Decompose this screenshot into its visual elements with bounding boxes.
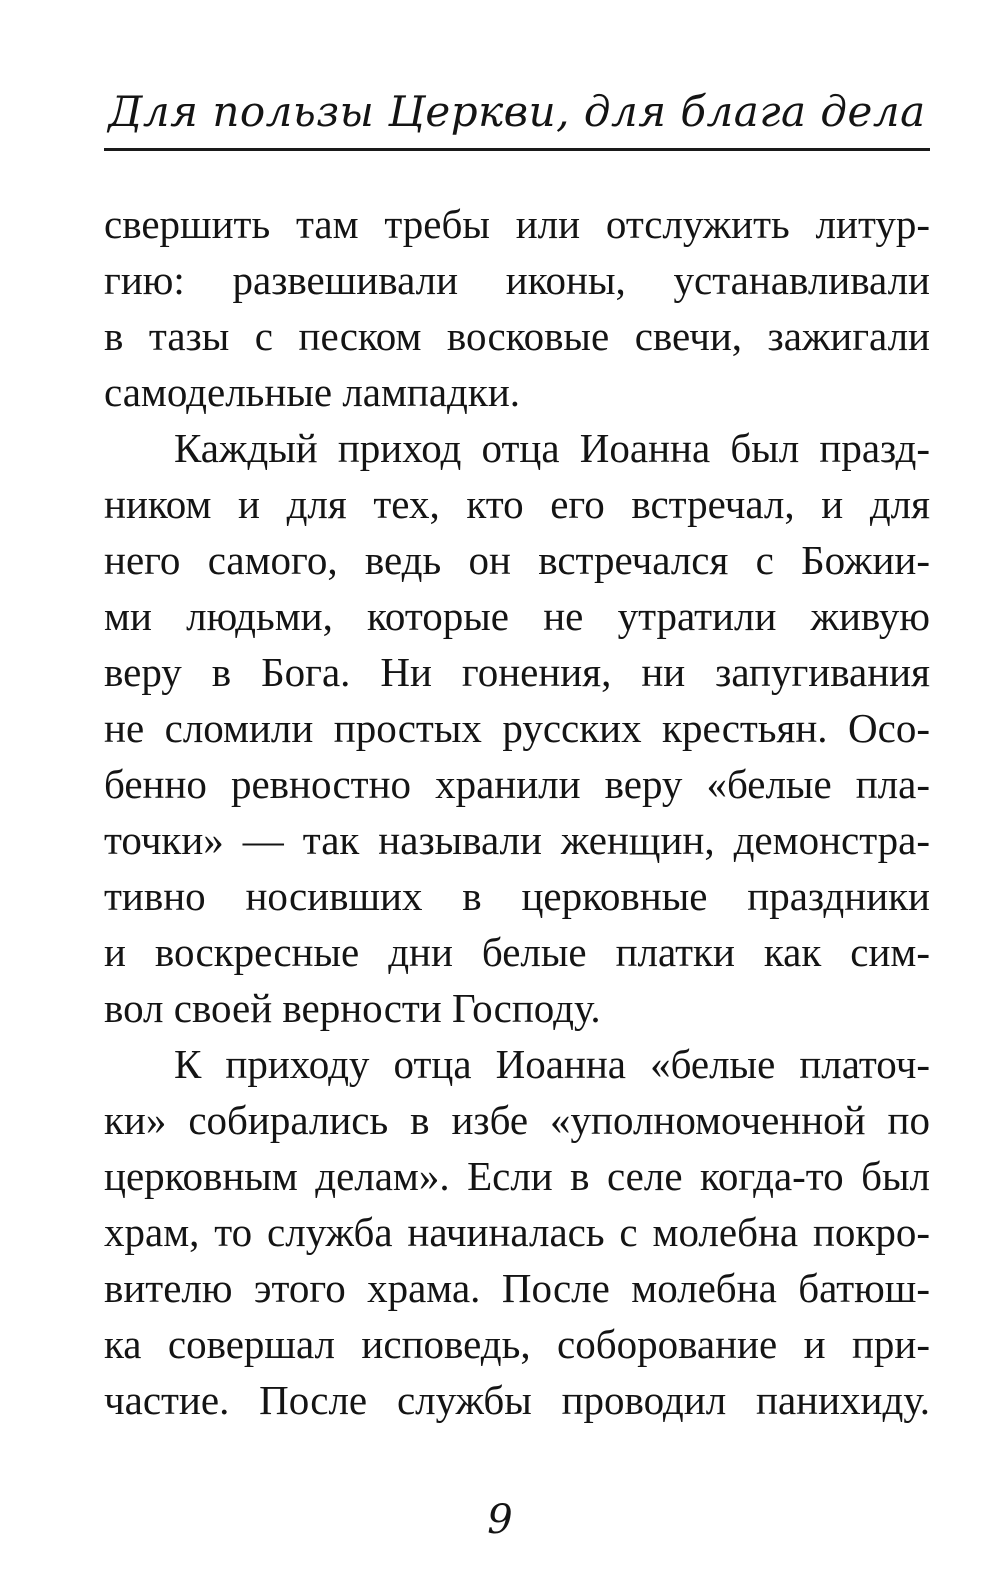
page-number: 9 [487, 1497, 513, 1543]
text-line: К приходу отца Иоанна «белые платоч- [174, 1041, 930, 1087]
running-head-rule [104, 148, 930, 151]
text-line: и воскресные дни белые платки как сим- [104, 929, 930, 975]
text-line: ником и для тех, кто его встречал, и для [104, 481, 930, 527]
text-line: точки» — так называли женщин, демонстра- [104, 817, 930, 863]
text-line: ка совершал исповедь, соборование и при- [104, 1321, 930, 1367]
text-line: гию: развешивали иконы, устанавливали [104, 257, 930, 303]
text-line: в тазы с песком восковые свечи, зажигали [104, 313, 930, 359]
text-line: не сломили простых русских крестьян. Осо- [104, 705, 930, 751]
text-line: частие. После службы проводил панихиду. [104, 1377, 930, 1423]
text-line: церковным делам». Если в селе когда-то был [104, 1153, 930, 1199]
text-line: тивно носивших в церковные праздники [104, 873, 930, 919]
text-line: ки» собирались в избе «уполномоченной по [104, 1097, 930, 1143]
body-text [104, 196, 930, 1428]
text-line: него самого, ведь он встречался с Божии- [104, 537, 930, 583]
text-line: бенно ревностно хранили веру «белые пла- [104, 761, 930, 807]
running-head: Для пользы Церкви, для блага дела [108, 87, 926, 136]
text-line: самодельные лампадки. [104, 369, 521, 415]
text-line: вителю этого храма. После молебна батюш- [104, 1265, 930, 1311]
text-line: вол своей верности Господу. [104, 985, 601, 1031]
text-line: веру в Бога. Ни гонения, ни запугивания [104, 649, 930, 695]
text-line: свершить там требы или отслужить литур- [104, 201, 930, 247]
text-line: ми людьми, которые не утратили живую [104, 593, 930, 639]
text-line: Каждый приход отца Иоанна был празд- [174, 425, 930, 471]
text-line: храм, то служба начиналась с молебна покро- [104, 1209, 930, 1255]
